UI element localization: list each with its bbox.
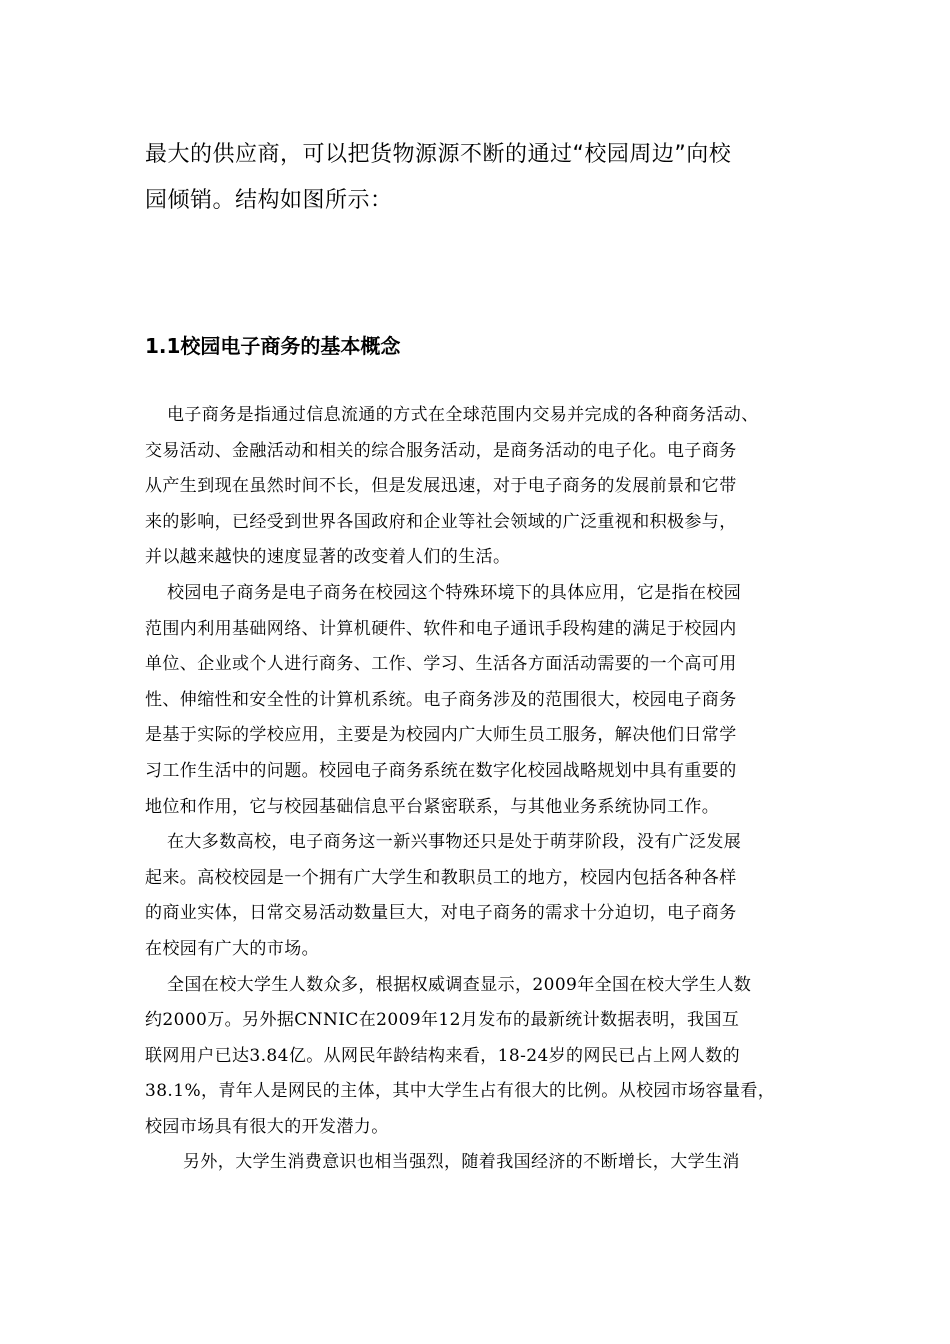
body-line: 交易活动、金融活动和相关的综合服务活动，是商务活动的电子化。电子商务: [145, 440, 737, 461]
body-line: 是基于实际的学校应用，主要是为校园内广大师生员工服务，解决他们日常学: [145, 725, 737, 746]
body-text: [145, 398, 835, 1181]
body-line: 范围内利用基础网络、计算机硬件、软件和电子通讯手段构建的满足于校园内: [145, 618, 737, 639]
intro-line: 最大的供应商，可以把货物源源不断的通过“校园周边”向校: [145, 142, 732, 167]
section-heading: 1.1校园电子商务的基本概念: [145, 334, 401, 358]
body-line: 联网用户已达3.84亿。从网民年龄结构来看，18-24岁的网民已占上网人数的: [145, 1045, 741, 1066]
body-line: 38.1%，青年人是网民的主体，其中大学生占有很大的比例。从校园市场容量看，: [145, 1081, 776, 1102]
body-line: 约2000万。另外据CNNIC在2009年12月发布的最新统计数据表明，我国互: [145, 1010, 740, 1031]
body-line: 电子商务是指通过信息流通的方式在全球范围内交易并完成的各种商务活动、: [167, 405, 759, 425]
body-line: 并以越来越快的速度显著的改变着人们的生活。: [145, 547, 511, 568]
intro-line: 园倾销。结构如图所示：: [145, 188, 393, 213]
body-line: 习工作生活中的问题。校园电子商务系统在数字化校园战略规划中具有重要的: [145, 760, 737, 781]
body-line: 起来。高校校园是一个拥有广大学生和教职员工的地方，校园内包括各种各样: [145, 867, 737, 888]
body-line: 校园电子商务是电子商务在校园这个特殊环境下的具体应用，它是指在校园: [167, 582, 742, 603]
body-line: 地位和作用，它与校园基础信息平台紧密联系，与其他业务系统协同工作。: [145, 796, 720, 817]
body-line: 的商业实体，日常交易活动数量巨大，对电子商务的需求十分迫切，电子商务: [145, 903, 737, 924]
body-line: 单位、企业或个人进行商务、工作、学习、生活各方面活动需要的一个高可用: [145, 654, 737, 675]
intro-paragraph: [145, 132, 825, 224]
body-line: 全国在校大学生人数众多，根据权威调查显示，2009年全国在校大学生人数: [167, 974, 752, 995]
body-line: 在校园有广大的市场。: [145, 938, 319, 959]
body-line: 在大多数高校，电子商务这一新兴事物还只是处于萌芽阶段，没有广泛发展: [167, 832, 742, 853]
body-line: 另外，大学生消费意识也相当强烈，随着我国经济的不断增长，大学生消: [183, 1152, 740, 1173]
body-line: 性、伸缩性和安全性的计算机系统。电子商务涉及的范围很大，校园电子商务: [145, 689, 737, 710]
body-line: 校园市场具有很大的开发潜力。: [145, 1116, 389, 1137]
body-line: 来的影响，已经受到世界各国政府和企业等社会领域的广泛重视和积极参与，: [145, 511, 737, 532]
body-line: 从产生到现在虽然时间不长，但是发展迅速，对于电子商务的发展前景和它带: [145, 476, 737, 497]
